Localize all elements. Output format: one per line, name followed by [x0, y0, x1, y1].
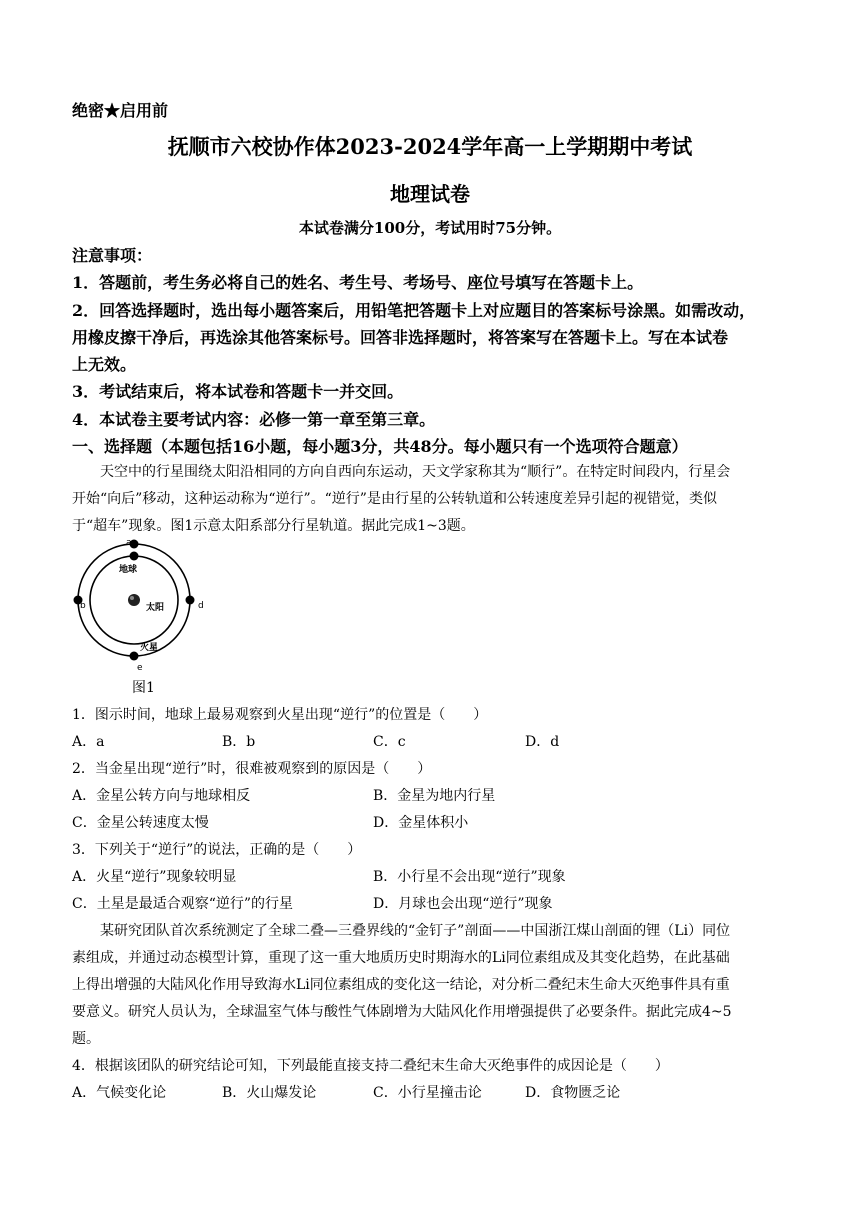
option-c: C．土星是最适合观察“逆行”的行星: [72, 896, 294, 912]
option-a: A．火星“逆行”现象较明显: [72, 869, 237, 885]
option-d: D．d: [525, 734, 560, 750]
earth-icon: [130, 552, 139, 561]
section-heading: 一、选择题（本题包括16小题，每小题3分，共48分。每小题只有一个选项符合题意）: [72, 437, 688, 456]
note-item: 2．回答选择题时，选出每小题答案后，用铅笔把答题卡上对应题目的答案标号涂黑。如需改动，: [72, 301, 756, 320]
point-e: [130, 652, 139, 661]
option-a: A．a: [72, 734, 105, 750]
note-item: 用橡皮擦干净后，再选涂其他答案标号。回答非选择题时，将答案写在答题卡上。写在本试卷: [72, 328, 729, 347]
label-b: b: [80, 601, 86, 611]
passage2-line: 要意义。研究人员认为，全球温室气体与酸性气体剧增为大陆风化作用增强提供了必要条件。据此完成4~5: [72, 1004, 732, 1020]
passage2-line: 上得出增强的大陆风化作用导致海水Li同位素组成的变化这一结论，对分析二叠纪末生命大灭绝事件具有重: [72, 977, 730, 993]
option-c: C．金星公转速度太慢: [72, 815, 209, 831]
figure-caption: 图1: [132, 680, 155, 696]
question-stem: 2．当金星出现“逆行”时，很难被观察到的原因是（ ）: [72, 761, 432, 777]
label-sun: 太阳: [146, 603, 165, 613]
option-c: C．c: [373, 734, 406, 750]
note-item: 上无效。: [72, 355, 137, 374]
secret-label: 绝密★启用前: [72, 101, 169, 120]
passage1-line: 天空中的行星围绕太阳沿相同的方向自西向东运动，天文学家称其为“顺行”。在特定时间段内，行星会: [100, 464, 731, 480]
label-d: d: [198, 601, 204, 611]
option-b: B．b: [222, 734, 256, 750]
point-d: [186, 596, 195, 605]
sun-icon: [128, 594, 140, 606]
label-a: a: [126, 538, 132, 548]
question-stem: 3．下列关于“逆行”的说法，正确的是（ ）: [72, 842, 362, 858]
option-a: A．金星公转方向与地球相反: [72, 788, 251, 804]
option-a: A．气候变化论: [72, 1085, 167, 1101]
exam-title: 抚顺市六校协作体2023-2024学年高一上学期期中考试: [167, 134, 693, 159]
option-c: C．小行星撞击论: [373, 1085, 482, 1101]
option-b: B．小行星不会出现“逆行”现象: [373, 869, 566, 885]
option-d: D．月球也会出现“逆行”现象: [373, 896, 553, 912]
option-b: B．火山爆发论: [222, 1085, 317, 1101]
label-e: e: [137, 663, 143, 673]
question-stem: 4．根据该团队的研究结论可知，下列最能直接支持二叠纪末生命大灭绝事件的成因论是（ ）: [72, 1058, 669, 1074]
option-b: B．金星为地内行星: [373, 788, 496, 804]
label-earth: 地球: [119, 565, 138, 575]
option-d: D．金星体积小: [373, 815, 469, 831]
passage2-line: 题。: [72, 1031, 100, 1047]
notes-heading: 注意事项：: [72, 246, 153, 265]
option-d: D．食物匮乏论: [525, 1085, 621, 1101]
passage2-line: 某研究团队首次系统测定了全球二叠—三叠界线的“金钉子”剖面——中国浙江煤山剖面的锂（Li）同位: [100, 923, 731, 939]
exam-info: 本试卷满分100分，考试用时75分钟。: [298, 219, 562, 237]
solar-system-figure: [68, 538, 212, 674]
subject-title: 地理试卷: [390, 182, 470, 206]
passage2-line: 素组成，并通过动态模型计算，重现了这一重大地质历史时期海水的Li同位素组成及其变化趋势，在此基础: [72, 950, 730, 966]
note-item: 1．答题前，考生务必将自己的姓名、考生号、考场号、座位号填写在答题卡上。: [72, 273, 644, 292]
passage1-line: 开始“向后”移动，这种运动称为“逆行”。“逆行”是由行星的公转轨道和公转速度差异引起的视错觉，类似: [72, 491, 717, 507]
note-item: 4．本试卷主要考试内容：必修一第一章至第三章。: [72, 410, 436, 429]
label-mars: 火星: [140, 643, 159, 653]
passage1-line: 于“超车”现象。图1示意太阳系部分行星轨道。据此完成1~3题。: [72, 518, 475, 534]
question-stem: 1．图示时间，地球上最易观察到火星出现“逆行”的位置是（ ）: [72, 707, 488, 723]
note-item: 3．考试结束后，将本试卷和答题卡一并交回。: [72, 382, 404, 401]
